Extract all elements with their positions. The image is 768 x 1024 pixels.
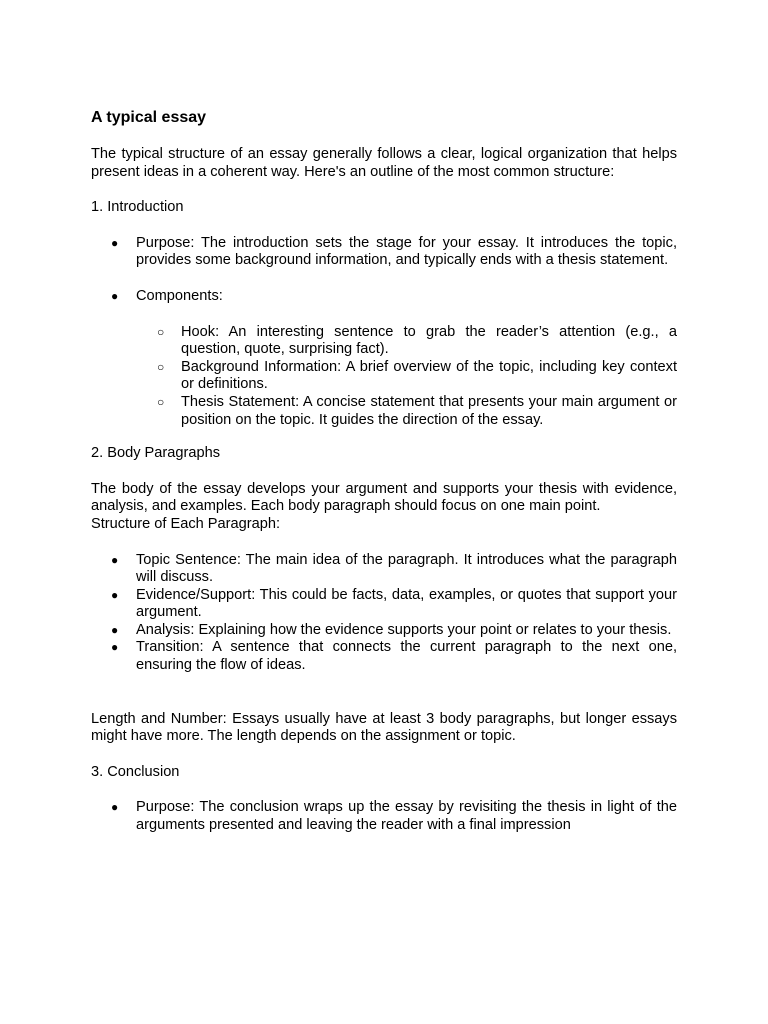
list-item: ● Analysis: Explaining how the evidence supports your point or relates to your thesis. — [91, 622, 677, 640]
structure-label: Structure of Each Paragraph: — [91, 515, 281, 532]
list-item: ● Components: — [91, 288, 677, 306]
section-heading-body-paragraphs: 2. Body Paragraphs — [91, 445, 220, 462]
document-title: A typical essay — [91, 109, 207, 126]
sublist-item: ○ Background Information: A brief overview of the topic, including key context or definitions. — [91, 359, 677, 394]
sublist-item: ○ Thesis Statement: A concise statement that presents your main argument or position on the topic. It guides the direction of the essay. — [91, 394, 677, 429]
section-heading-introduction: 1. Introduction — [91, 199, 184, 216]
conclusion-list — [91, 799, 677, 834]
list-item: ● Purpose: The introduction sets the stage for your essay. It introduces the topic, provides some background information, and typically ends with a thesis statement. — [91, 235, 677, 270]
introduction-list — [91, 235, 677, 306]
body-structure-list — [91, 552, 677, 675]
list-item: ● Topic Sentence: The main idea of the paragraph. It introduces what the paragraph will discuss. — [91, 552, 677, 587]
sublist-item: ○ Hook: An interesting sentence to grab the reader’s attention (e.g., a question, quote, surprising fact). — [91, 324, 677, 359]
list-item: ● Purpose: The conclusion wraps up the essay by revisiting the thesis in light of the arguments presented and leaving the reader with a final impression — [91, 799, 677, 834]
section-heading-conclusion: 3. Conclusion — [91, 763, 180, 780]
length-note-paragraph: Length and Number: Essays usually have at least 3 body paragraphs, but longer essays might have more. The length depends on the assignment or topic. — [91, 710, 677, 745]
intro-paragraph: The typical structure of an essay generally follows a clear, logical organization that helps present ideas in a coherent way. Here's an outline of the most common structure: — [91, 146, 677, 180]
list-item: ● Evidence/Support: This could be facts, data, examples, or quotes that support your argument. — [91, 587, 677, 622]
components-sublist — [91, 324, 677, 430]
list-item: ● Transition: A sentence that connects the current paragraph to the next one, ensuring the flow of ideas. — [91, 639, 677, 674]
body-intro-paragraph: The body of the essay develops your argument and supports your thesis with evidence, analysis, and examples. Each body paragraph should focus on one main point. — [91, 480, 677, 515]
